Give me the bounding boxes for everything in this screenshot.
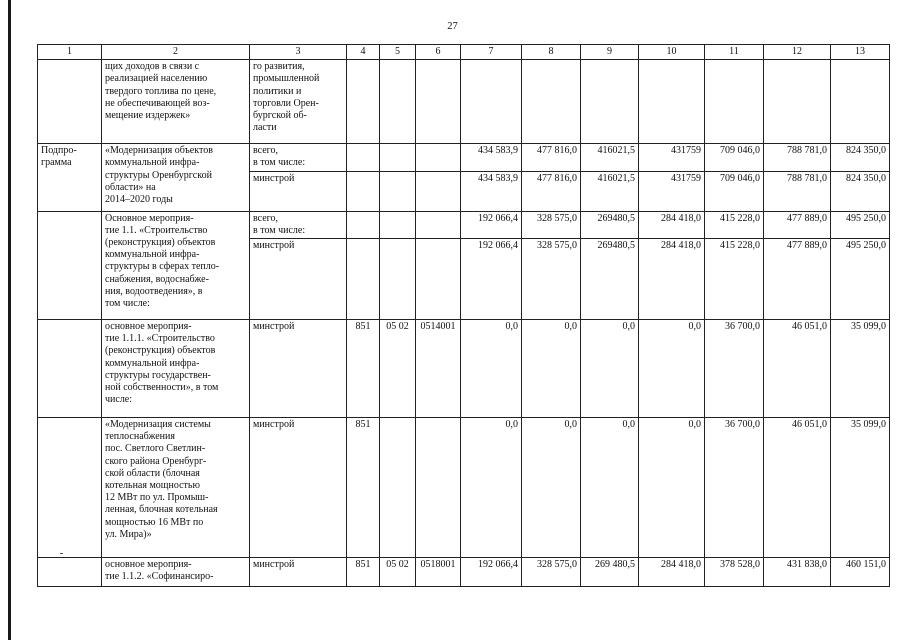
value-cell: 378 528,0 xyxy=(705,558,764,587)
value-cell: 269480,5 xyxy=(581,239,639,320)
value-cell: 788 781,0 xyxy=(764,144,831,171)
header-cell: 10 xyxy=(639,45,705,60)
table-cell xyxy=(380,239,416,320)
table-cell xyxy=(380,60,416,144)
header-cell: 9 xyxy=(581,45,639,60)
value-cell: 0,0 xyxy=(639,320,705,418)
budget-table xyxy=(37,44,890,587)
value-cell: 0,0 xyxy=(522,418,581,558)
value-cell: 46 051,0 xyxy=(764,320,831,418)
table-cell xyxy=(416,418,461,558)
scan-edge xyxy=(8,0,11,640)
header-cell: 6 xyxy=(416,45,461,60)
table-cell xyxy=(416,211,461,238)
table-cell xyxy=(38,60,102,144)
table-row xyxy=(38,558,890,587)
value-cell: 0,0 xyxy=(522,320,581,418)
value-cell: 460 151,0 xyxy=(831,558,890,587)
header-cell: 5 xyxy=(380,45,416,60)
value-cell: 36 700,0 xyxy=(705,320,764,418)
executor-cell: минстрой xyxy=(250,558,347,587)
measure-name-cell: Основное мероприя- тие 1.1. «Строительство (реконструкция) объектов коммунальной инфра- структуры в сферах тепло- снабжения, водоснабже- ния, водоотведения», в том числе: xyxy=(102,211,250,319)
value-cell: 284 418,0 xyxy=(639,558,705,587)
measure-name-cell: основное мероприя- тие 1.1.2. «Софинансиро- xyxy=(102,558,250,587)
value-cell: 495 250,0 xyxy=(831,211,890,238)
value-cell: 431759 xyxy=(639,144,705,171)
header-cell: 11 xyxy=(705,45,764,60)
table-cell xyxy=(764,60,831,144)
value-cell: 0,0 xyxy=(461,418,522,558)
value-cell: 709 046,0 xyxy=(705,144,764,171)
table-cell xyxy=(581,60,639,144)
value-cell: 477 889,0 xyxy=(764,239,831,320)
value-cell: 495 250,0 xyxy=(831,239,890,320)
table-cell xyxy=(705,60,764,144)
value-cell: 0,0 xyxy=(581,320,639,418)
table-cell xyxy=(347,239,380,320)
code-cell: 05 02 xyxy=(380,320,416,418)
table-cell xyxy=(347,211,380,238)
table-cell xyxy=(461,60,522,144)
executor-cell: всего, в том числе: xyxy=(250,211,347,238)
table-cell xyxy=(416,60,461,144)
value-cell: 328 575,0 xyxy=(522,211,581,238)
table-cell xyxy=(416,239,461,320)
value-cell: 477 889,0 xyxy=(764,211,831,238)
table-cell xyxy=(347,60,380,144)
header-cell: 1 xyxy=(38,45,102,60)
value-cell: 477 816,0 xyxy=(522,171,581,211)
value-cell: 431 838,0 xyxy=(764,558,831,587)
table-row xyxy=(38,144,890,171)
header-cell: 8 xyxy=(522,45,581,60)
executor-cell: минстрой xyxy=(250,171,347,211)
table-cell xyxy=(38,418,102,558)
value-cell: 284 418,0 xyxy=(639,239,705,320)
table-cell xyxy=(38,320,102,418)
value-cell: 35 099,0 xyxy=(831,320,890,418)
header-cell: 3 xyxy=(250,45,347,60)
value-cell: 415 228,0 xyxy=(705,211,764,238)
table-header-row xyxy=(38,45,890,60)
value-cell: 824 350,0 xyxy=(831,171,890,211)
header-cell: 2 xyxy=(102,45,250,60)
value-cell: 35 099,0 xyxy=(831,418,890,558)
executor-cell: минстрой xyxy=(250,239,347,320)
value-cell: 0,0 xyxy=(581,418,639,558)
executor-cell: минстрой xyxy=(250,418,347,558)
measure-name-cell: «Модернизация объектов коммунальной инфра- структуры Оренбургской области» на 2014–2020 годы xyxy=(102,144,250,211)
value-cell: 192 066,4 xyxy=(461,211,522,238)
value-cell: 0,0 xyxy=(639,418,705,558)
value-cell: 284 418,0 xyxy=(639,211,705,238)
executor-cell: го развития, промышленной политики и торговли Орен- бургской об- ласти xyxy=(250,60,347,144)
code-cell: 0518001 xyxy=(416,558,461,587)
value-cell: 0,0 xyxy=(461,320,522,418)
table-cell xyxy=(380,418,416,558)
measure-name-cell: «Модернизация системы теплоснабжения пос. Светлого Светлин- ского района Оренбург- ской области (блочная котельная мощностью 12 МВт по ул. Промыш- ленная, блочная котельная мощностью 16 МВт по ул. Мира)» xyxy=(102,418,250,558)
executor-cell: минстрой xyxy=(250,320,347,418)
table-cell xyxy=(347,144,380,171)
table-cell xyxy=(416,171,461,211)
table-cell xyxy=(639,60,705,144)
header-cell: 12 xyxy=(764,45,831,60)
table-cell xyxy=(38,558,102,587)
table-cell xyxy=(522,60,581,144)
value-cell: 269 480,5 xyxy=(581,558,639,587)
value-cell: 709 046,0 xyxy=(705,171,764,211)
measure-name-cell: щих доходов в связи с реализацией населению твердого топлива по цене, не обеспечивающей воз- мещение издержек» xyxy=(102,60,250,144)
table-cell xyxy=(38,211,102,319)
measure-name-cell: основное мероприя- тие 1.1.1. «Строительство (реконструкция) объектов коммунальной инфра- структуры государствен- ной собственности», в том числе: xyxy=(102,320,250,418)
code-cell: 851 xyxy=(347,558,380,587)
value-cell: 192 066,4 xyxy=(461,558,522,587)
table-row xyxy=(38,60,890,144)
executor-cell: всего, в том числе: xyxy=(250,144,347,171)
header-cell: 13 xyxy=(831,45,890,60)
table-row xyxy=(38,320,890,418)
table-cell xyxy=(831,60,890,144)
value-cell: 416021,5 xyxy=(581,144,639,171)
value-cell: 416021,5 xyxy=(581,171,639,211)
table-cell xyxy=(380,171,416,211)
value-cell: 36 700,0 xyxy=(705,418,764,558)
table-row xyxy=(38,418,890,558)
code-cell: 05 02 xyxy=(380,558,416,587)
status-cell: Подпро- грамма xyxy=(38,144,102,211)
code-cell: 851 xyxy=(347,418,380,558)
value-cell: 431759 xyxy=(639,171,705,211)
code-cell: 851 xyxy=(347,320,380,418)
table-cell xyxy=(416,144,461,171)
value-cell: 434 583,9 xyxy=(461,171,522,211)
value-cell: 477 816,0 xyxy=(522,144,581,171)
table-cell xyxy=(380,211,416,238)
table-cell xyxy=(347,171,380,211)
value-cell: 415 228,0 xyxy=(705,239,764,320)
value-cell: 328 575,0 xyxy=(522,239,581,320)
header-cell: 7 xyxy=(461,45,522,60)
page-number: 27 xyxy=(447,21,458,32)
value-cell: 328 575,0 xyxy=(522,558,581,587)
value-cell: 269480,5 xyxy=(581,211,639,238)
table-row xyxy=(38,211,890,238)
header-cell: 4 xyxy=(347,45,380,60)
value-cell: 788 781,0 xyxy=(764,171,831,211)
value-cell: 824 350,0 xyxy=(831,144,890,171)
value-cell: 46 051,0 xyxy=(764,418,831,558)
value-cell: 434 583,9 xyxy=(461,144,522,171)
table-cell xyxy=(380,144,416,171)
value-cell: 192 066,4 xyxy=(461,239,522,320)
code-cell: 0514001 xyxy=(416,320,461,418)
